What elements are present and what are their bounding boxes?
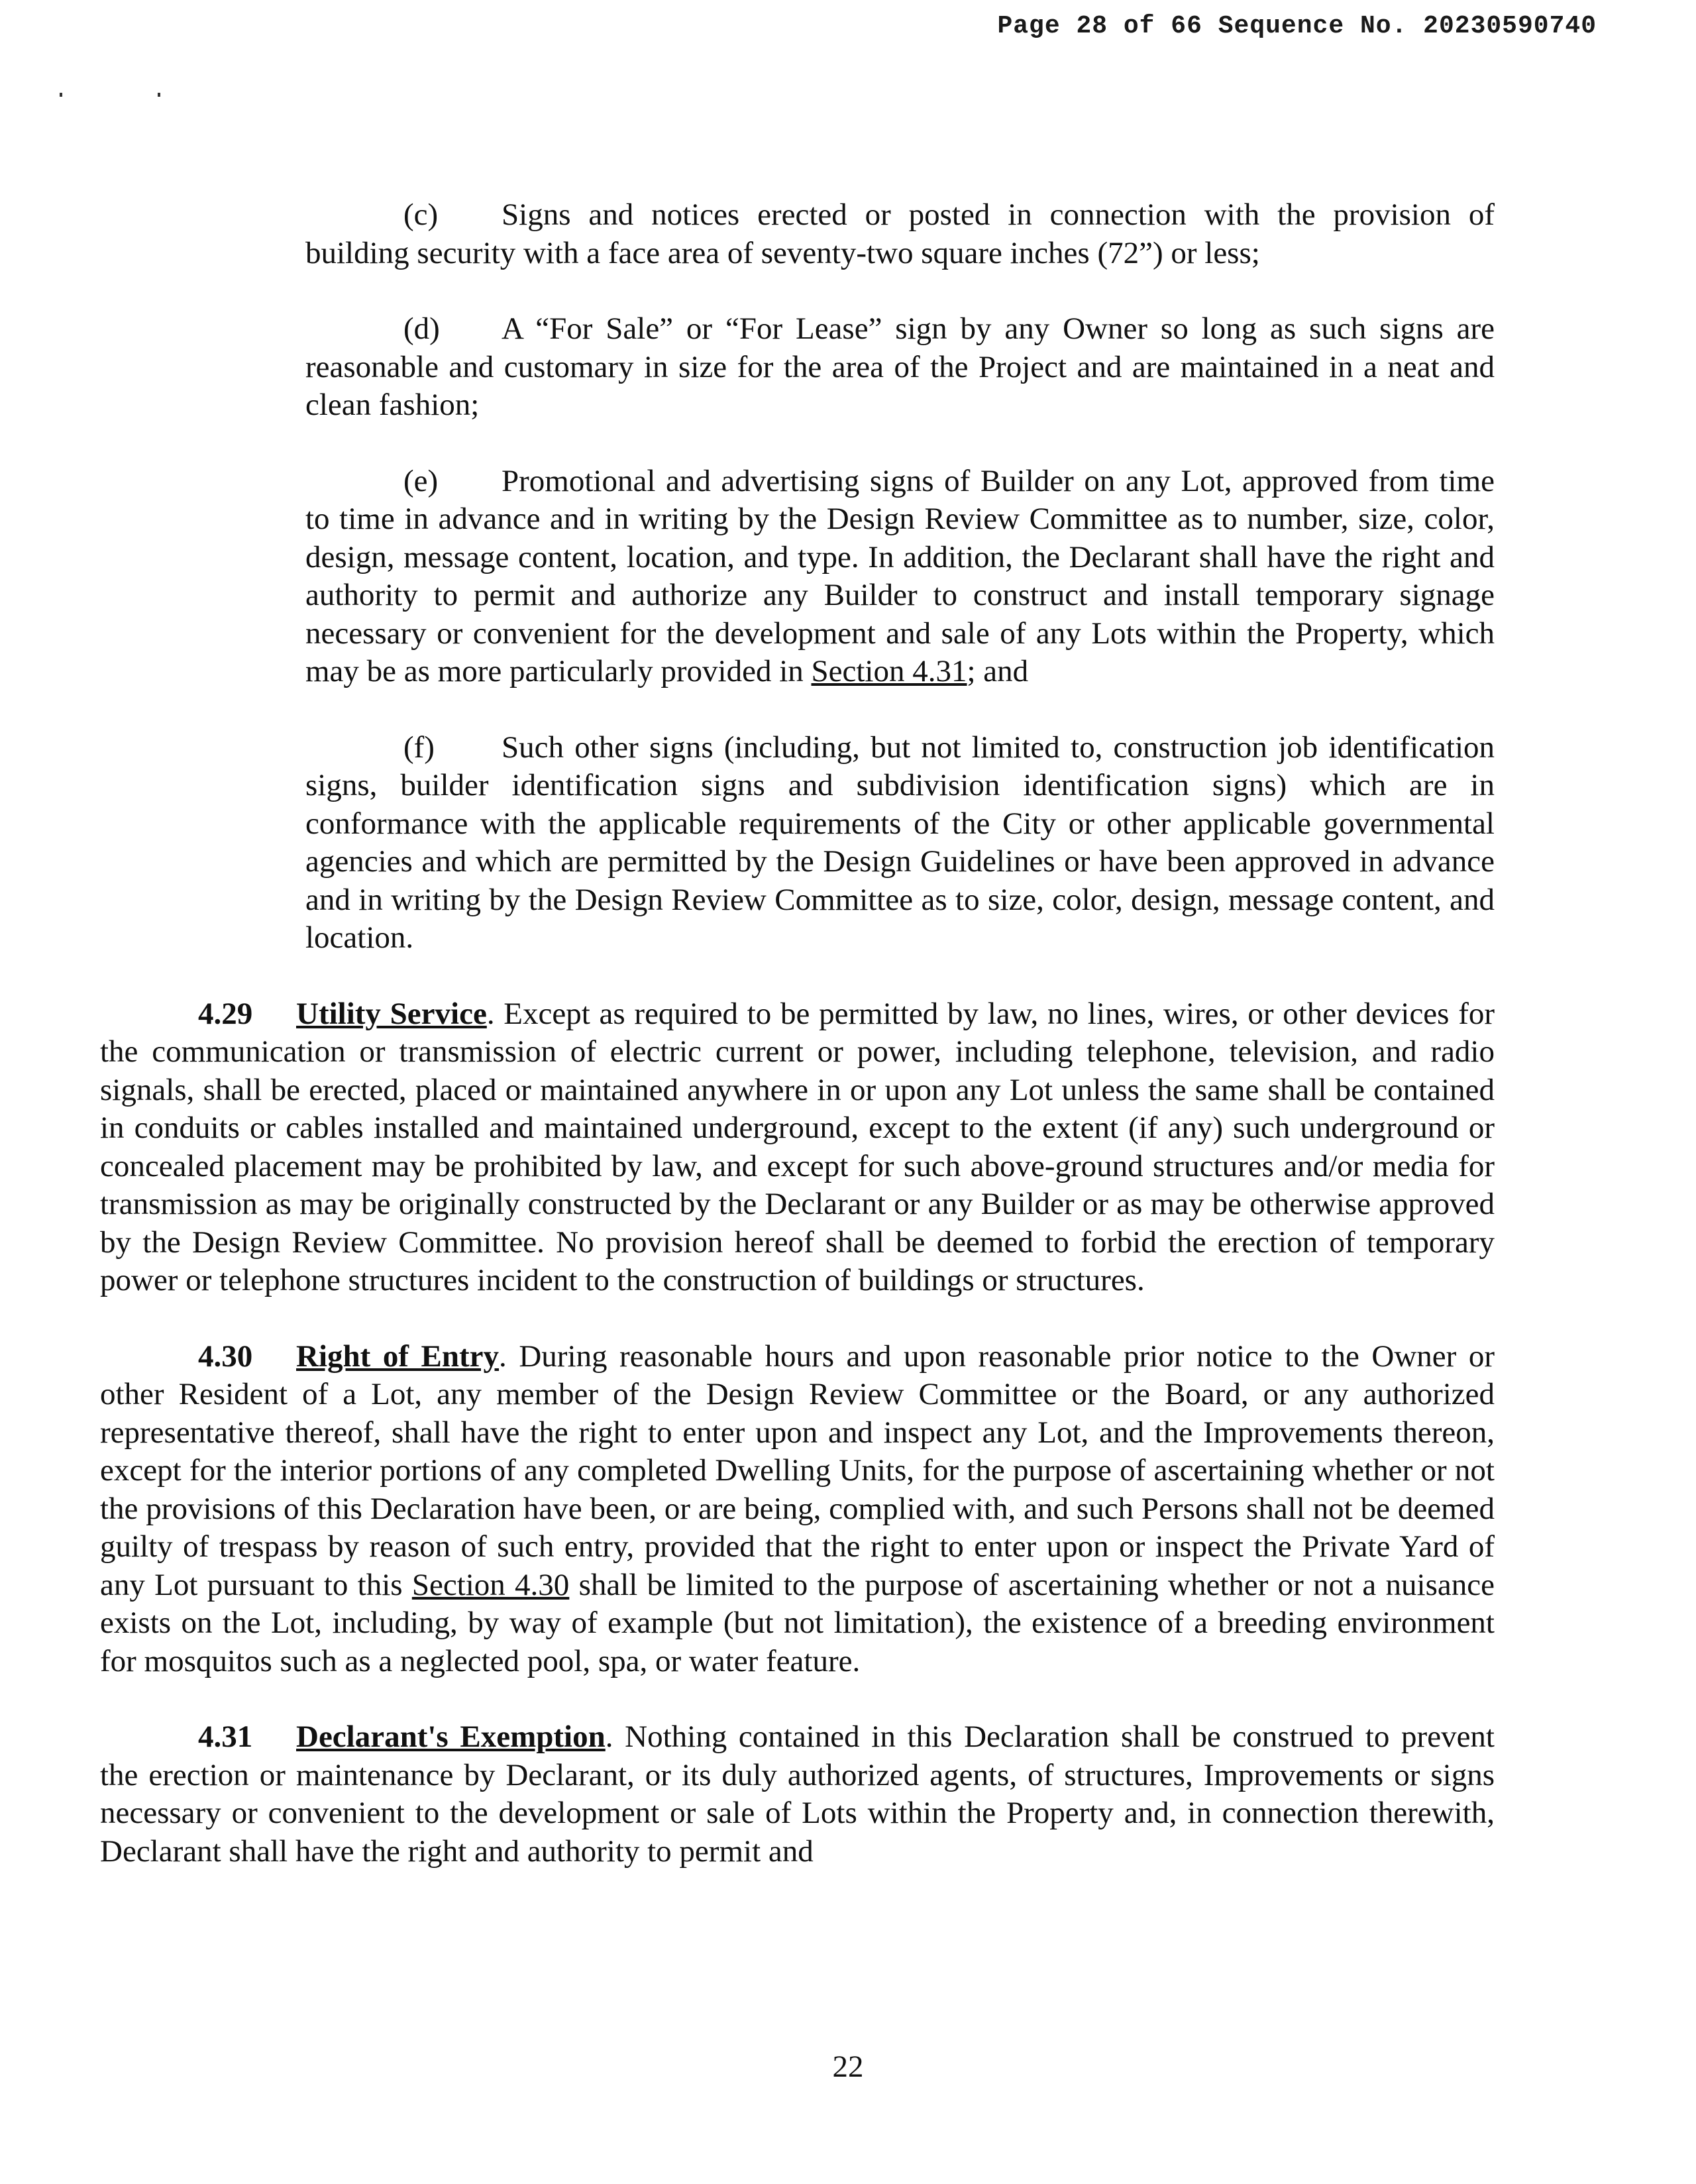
- subsection-text: Promotional and advertising signs of Builder on any Lot, approved from time to time in advance and in writing by the Design Review Committee as to number, size, color, design, message content, location, and type. In addition, the Declarant shall have the right and authority to permit and authorize any Builder to construct and install temporary signage necessary or convenient for the development and sale of any Lots within the Property, which may be as more particularly provided in: [305, 463, 1495, 688]
- section-number: 4.30: [198, 1338, 253, 1374]
- section-cross-reference: Section 4.31: [811, 654, 967, 688]
- subsection-label: (f): [403, 730, 435, 765]
- section-text: . Nothing contained in this Declaration shall be construed to prevent the erection or maintenance by Declarant, or its duly authorized agents, of structures, Improvements or signs necessary or convenient to the development or sale of Lots within the Property and, in connection therewith, Declarant shall have the right and authority to permit and: [100, 1720, 1495, 1869]
- scan-mark-left: [60, 93, 62, 97]
- subsection-text-end: ; and: [967, 654, 1029, 688]
- page-sequence-stamp: Page 28 of 66 Sequence No. 20230590740: [997, 12, 1597, 40]
- section-title: Right of Entry: [296, 1338, 500, 1374]
- subsection-d: [305, 310, 1495, 425]
- subsection-label: (e): [403, 463, 439, 498]
- section-number: 4.29: [198, 996, 253, 1031]
- section-4-29: [100, 995, 1495, 1300]
- section-title: Declarant's Exemption: [296, 1720, 606, 1754]
- subsection-f: [305, 729, 1495, 957]
- subsection-label: (c): [403, 197, 439, 232]
- section-text: . Except as required to be permitted by law, no lines, wires, or other devices for the communication or transmission of electric current or power, including telephone, television, and radio signals, shall be erected, placed or maintained anywhere in or upon any Lot unless the same shall be contained in conduits or cables installed and maintained underground, except to the extent (if any) such underground or concealed placement may be prohibited by law, and except for such above-ground structures and/or media for transmission as may be originally constructed by the Declarant or any Builder or as may be otherwise approved by the Design Review Committee. No provision hereof shall be deemed to forbid the erection of temporary power or telephone structures incident to the construction of buildings or structures.: [100, 996, 1495, 1297]
- scan-mark-right: [158, 93, 160, 97]
- section-4-30: [100, 1338, 1495, 1681]
- subsection-label: (d): [403, 311, 440, 346]
- subsection-e: [305, 463, 1495, 691]
- section-4-31: [100, 1718, 1495, 1871]
- subsection-text: Signs and notices erected or posted in connection with the provision of building security with a face area of seventy-two square inches (72”) or less;: [305, 197, 1495, 270]
- subsection-c: [305, 196, 1495, 272]
- page-number: 22: [832, 2049, 864, 2084]
- section-text: . During reasonable hours and upon reasonable prior notice to the Owner or other Resident of a Lot, any member of the Design Review Committee or the Board, or any authorized representative thereof, shall have the right to enter upon and inspect any Lot, and the Improvements thereon, except for the interior portions of any completed Dwelling Units, for the purpose of ascertaining whether or not the provisions of this Declaration have been, or are being, complied with, and such Persons shall not be deemed guilty of trespass by reason of such entry, provided that the right to enter upon or inspect the Private Yard of any Lot pursuant to this: [100, 1338, 1495, 1602]
- subsection-text: A “For Sale” or “For Lease” sign by any Owner so long as such signs are reasonable and customary in size for the area of the Project and are maintained in a neat and clean fashion;: [305, 311, 1495, 422]
- section-text-end: shall be limited to the purpose of ascertaining whether or not a nuisance exists on the Lot, including, by way of example (but not limitation), the existence of a breeding environment for mosquitos such as a neglected pool, spa, or water feature.: [100, 1567, 1495, 1678]
- section-cross-reference: Section 4.30: [411, 1567, 570, 1602]
- section-title: Utility Service: [296, 996, 487, 1031]
- document-body: [100, 196, 1495, 1908]
- section-number: 4.31: [198, 1720, 253, 1754]
- subsection-text: Such other signs (including, but not limited to, construction job identification signs, builder identification signs and subdivision identification signs) which are in conformance with the applicable requirements of the City or other applicable governmental agencies and which are permitted by the Design Guidelines or have been approved in advance and in writing by the Design Review Committee as to size, color, design, message content, and location.: [305, 730, 1495, 955]
